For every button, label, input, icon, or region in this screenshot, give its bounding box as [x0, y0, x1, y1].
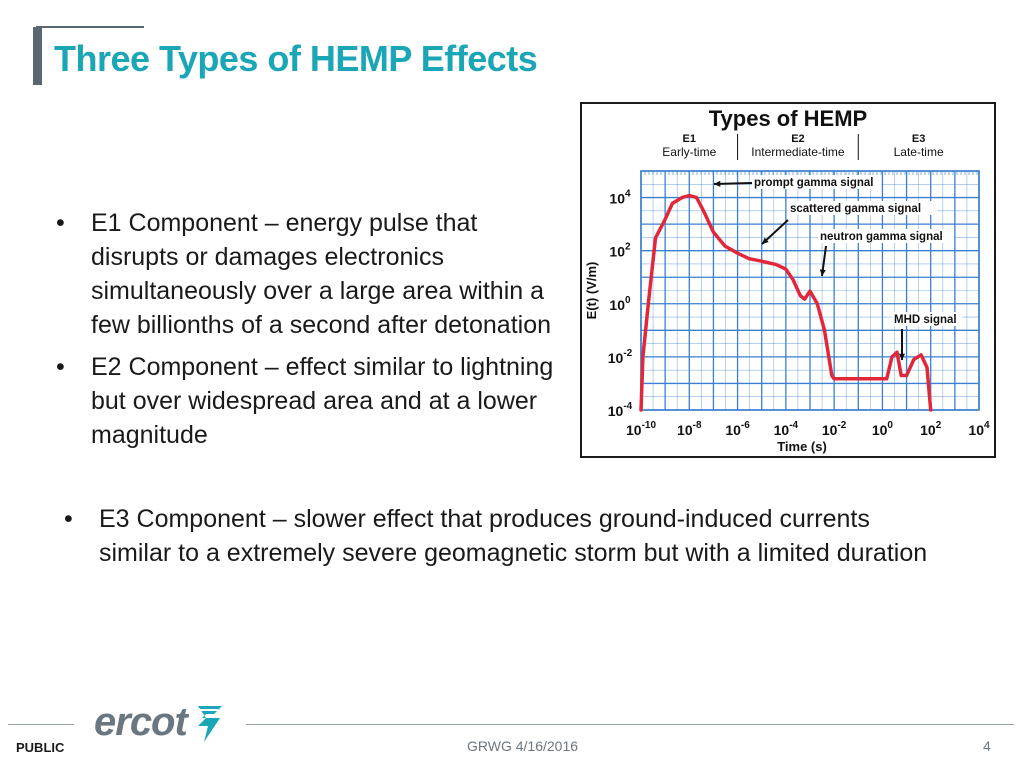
bullet-e2: • E2 Component – effect similar to lightning but over widespread area and at a lower magnitude [56, 350, 556, 452]
x-tick-label: $10^{-4}$ [773, 420, 799, 438]
annotation-label: scattered gamma signal [790, 203, 922, 215]
region-code-e1: E1 [682, 133, 697, 145]
ercot-logo [94, 700, 230, 744]
title-accent-bar [33, 27, 42, 85]
x-tick-label: $10^0$ [871, 420, 893, 438]
y-axis-label: E(t) (V/m) [584, 261, 599, 320]
bullet-e1: • E1 Component – energy pulse that disrupts or damages electronics simultaneously over a large area within a few billionths of a second after detonation [56, 206, 556, 342]
footer-rule-right [246, 724, 1014, 725]
region-code-e3: E3 [911, 133, 926, 145]
y-tick-label: $10^2$ [609, 241, 631, 260]
page-number: 4 [983, 738, 991, 754]
x-axis-label: Time (s) [777, 439, 827, 454]
x-tick-label: $10^{-6}$ [725, 420, 750, 438]
region-label-e3: Late-time [893, 145, 944, 159]
x-tick-label: $10^2$ [920, 420, 942, 438]
x-tick-label: $10^{-2}$ [821, 420, 847, 438]
footer-meeting-date: GRWG 4/16/2016 [467, 738, 579, 754]
annotation-arrowhead [714, 181, 720, 187]
chart-title: Types of HEMP [708, 106, 868, 131]
bullet-e3: • E3 Component – slower effect that produces ground-induced currents similar to a extremely severe geomagnetic storm but with a limited duration [64, 502, 944, 570]
logo-text: ercot [94, 700, 187, 744]
y-tick-label: $10^{-2}$ [607, 347, 633, 366]
slide-title: Three Types of HEMP Effects [54, 38, 538, 79]
y-tick-label: $10^0$ [609, 294, 631, 313]
footer-rule-left [8, 724, 74, 725]
annotation-label: prompt gamma signal [754, 177, 874, 189]
region-code-e2: E2 [791, 133, 805, 145]
x-tick-label: $10^{-10}$ [625, 420, 657, 438]
region-label-e1: Early-time [662, 145, 717, 159]
classification-label: PUBLIC [16, 740, 65, 755]
annotation-label: MHD signal [894, 314, 957, 326]
region-label-e2: Intermediate-time [751, 145, 845, 159]
y-tick-label: $10^{-4}$ [607, 401, 633, 419]
x-tick-label: $10^{-8}$ [677, 420, 702, 438]
y-tick-label: $10^4$ [609, 188, 631, 207]
bullet-list-wide [64, 502, 944, 570]
bullet-list [56, 206, 556, 460]
annotation-label: neutron gamma signal [820, 231, 943, 243]
x-tick-label: $10^4$ [968, 420, 990, 438]
title-top-rule [36, 26, 144, 28]
lightning-mark-icon [192, 702, 226, 746]
hemp-chart-figure [580, 102, 996, 458]
hemp-chart [582, 104, 994, 456]
